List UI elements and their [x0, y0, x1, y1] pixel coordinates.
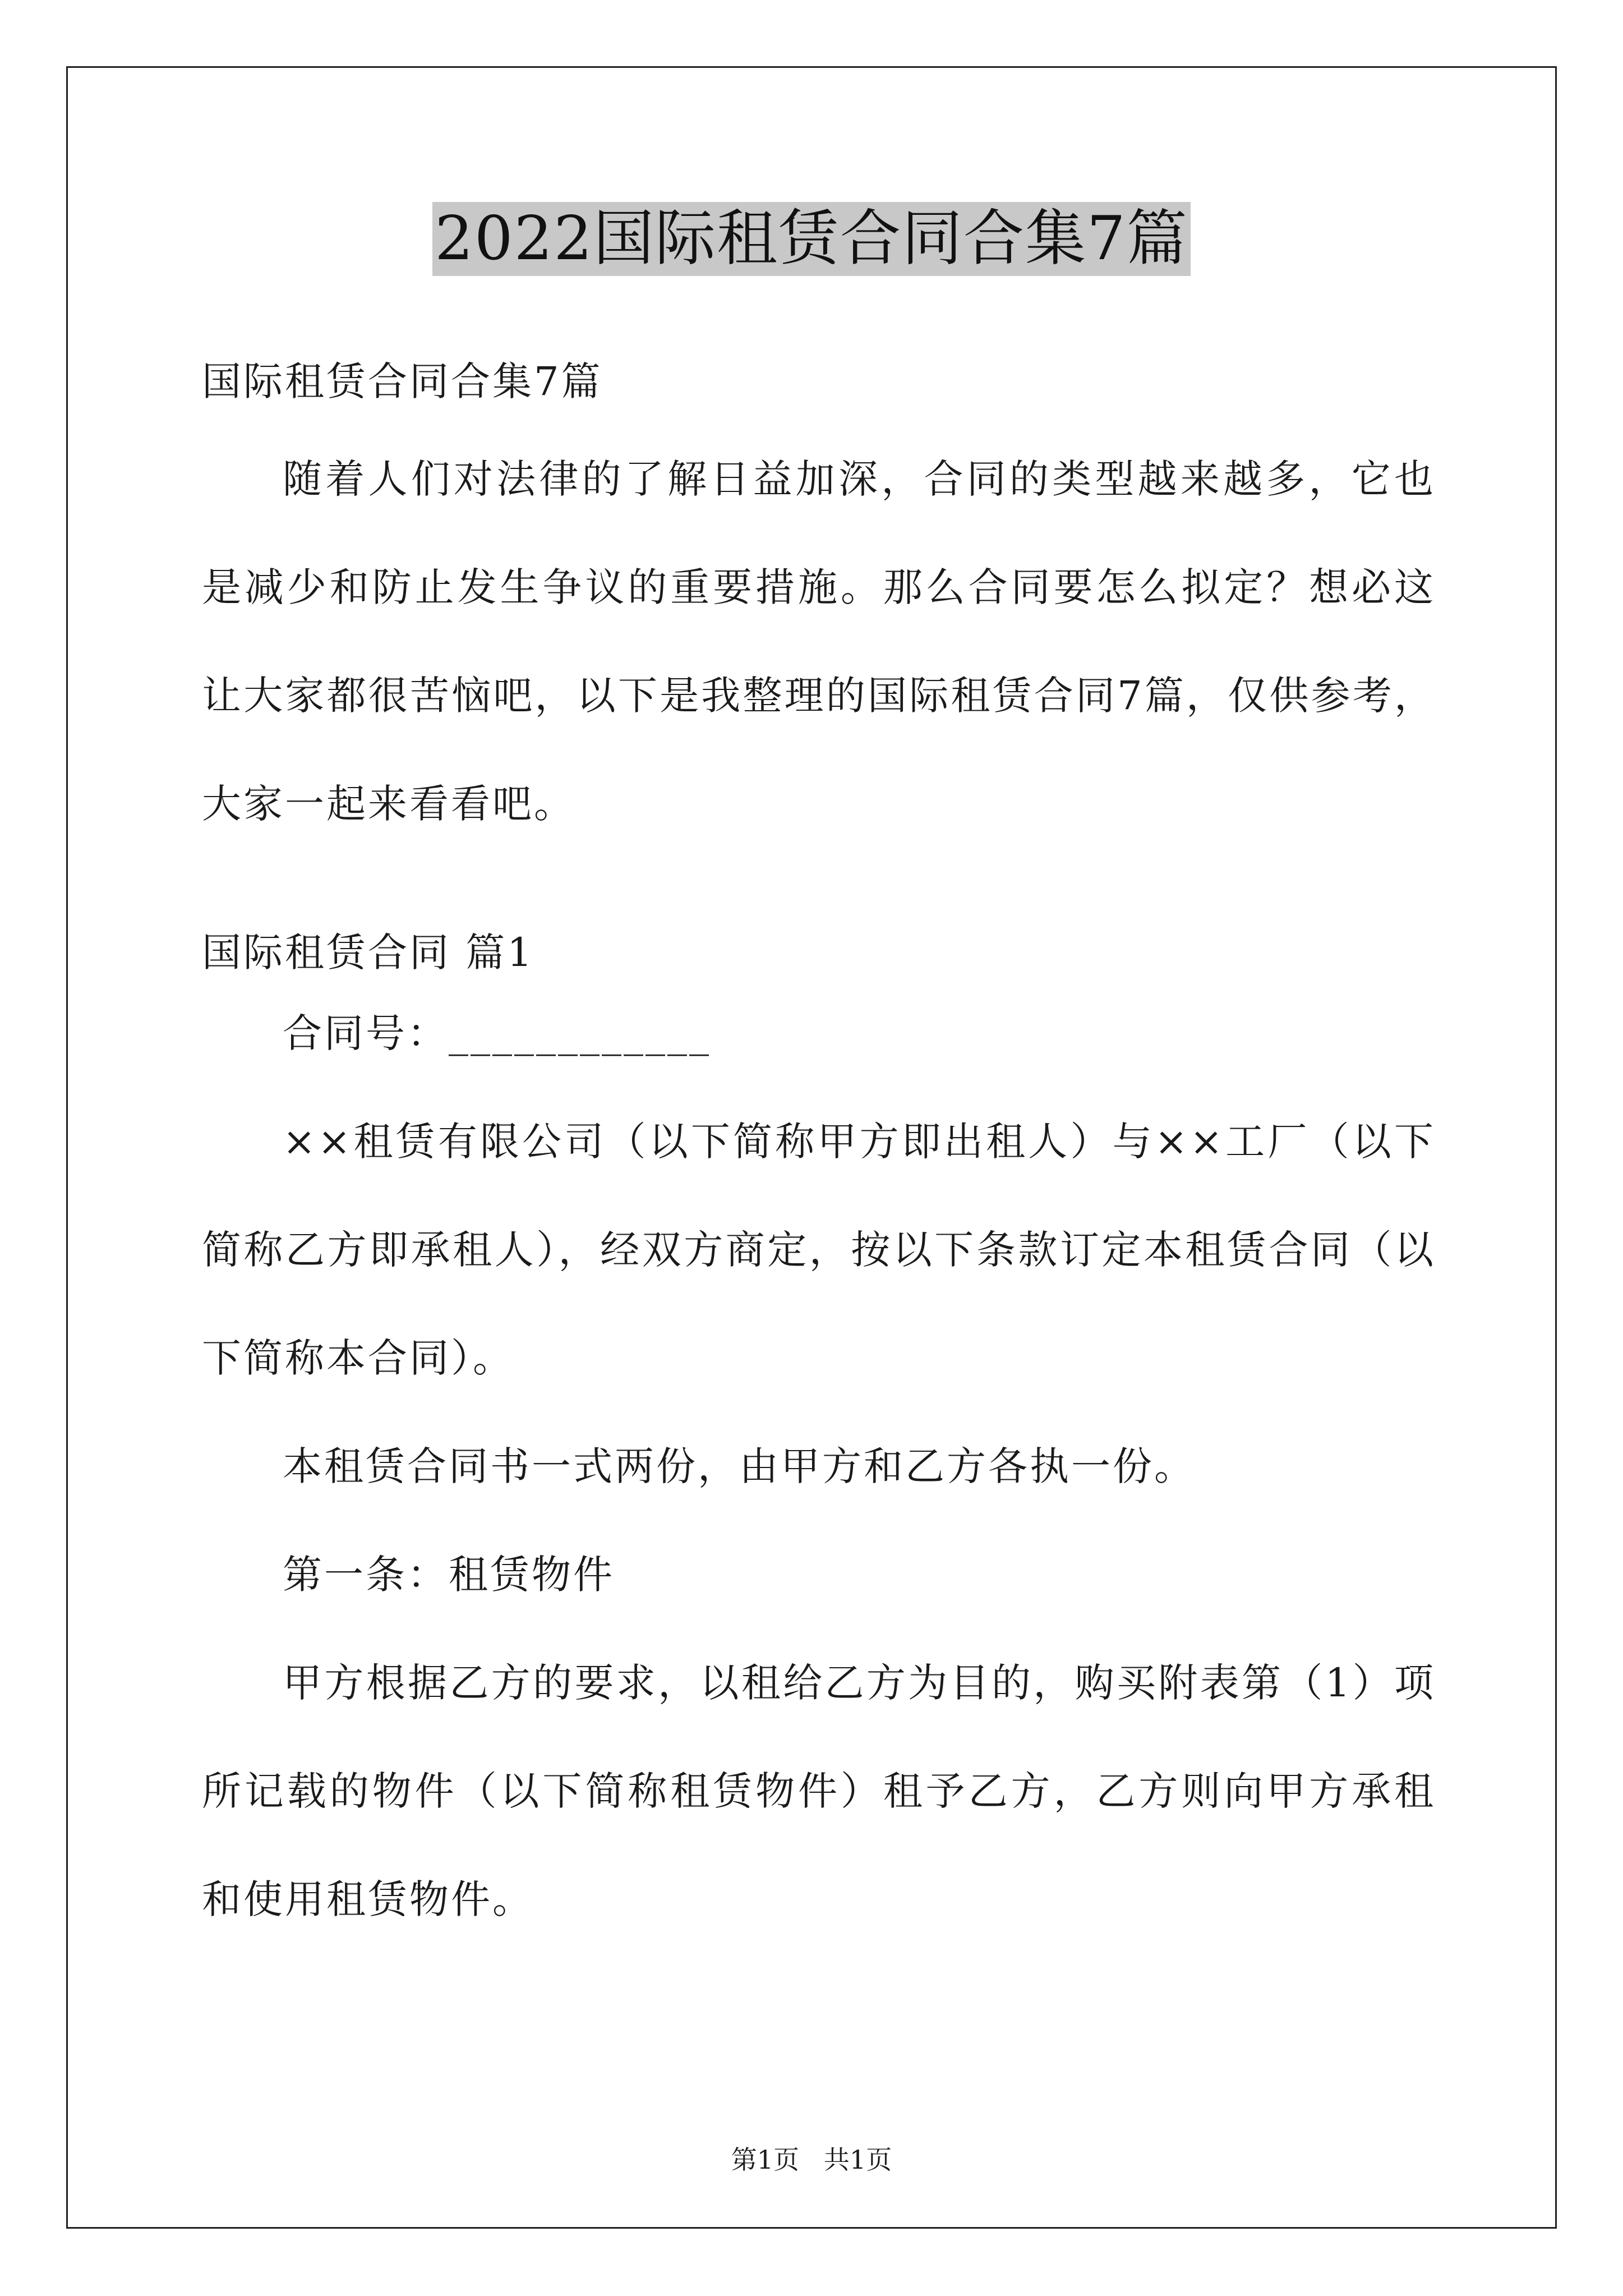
section-heading: 国际租赁合同 篇1	[202, 930, 534, 976]
document-subtitle: 国际租赁合同合集7篇	[202, 358, 603, 404]
page-number-text: 第1页 共1页	[731, 2145, 892, 2175]
article-1-heading: 第一条：租赁物件	[283, 1552, 615, 1598]
title-container	[0, 202, 1623, 276]
document-title: 2022国际租赁合同合集7篇	[432, 202, 1191, 276]
contract-number-line: 合同号：____________	[283, 1010, 711, 1056]
page-footer	[0, 2143, 1623, 2177]
parties-paragraph: ××租赁有限公司（以下简称甲方即出租人）与××工厂（以下简称乙方即承租人），经双方商定，按以下条款订定本租赁合同（以下简称本合同）。	[202, 1119, 1436, 1381]
intro-paragraph: 随着人们对法律的了解日益加深，合同的类型越来越多，它也是减少和防止发生争议的重要措施。那么合同要怎么拟定？想必这让大家都很苦恼吧，以下是我整理的国际租赁合同7篇，仅供参考，大家一起来看看吧。	[202, 456, 1436, 827]
copies-paragraph: 本租赁合同书一式两份，由甲方和乙方各执一份。	[283, 1443, 1196, 1489]
document-body	[202, 314, 1436, 1954]
article-1-body: 甲方根据乙方的要求，以租给乙方为目的，购买附表第（1）项所记载的物件（以下简称租赁物件）租予乙方，乙方则向甲方承租和使用租赁物件。	[202, 1660, 1436, 1922]
